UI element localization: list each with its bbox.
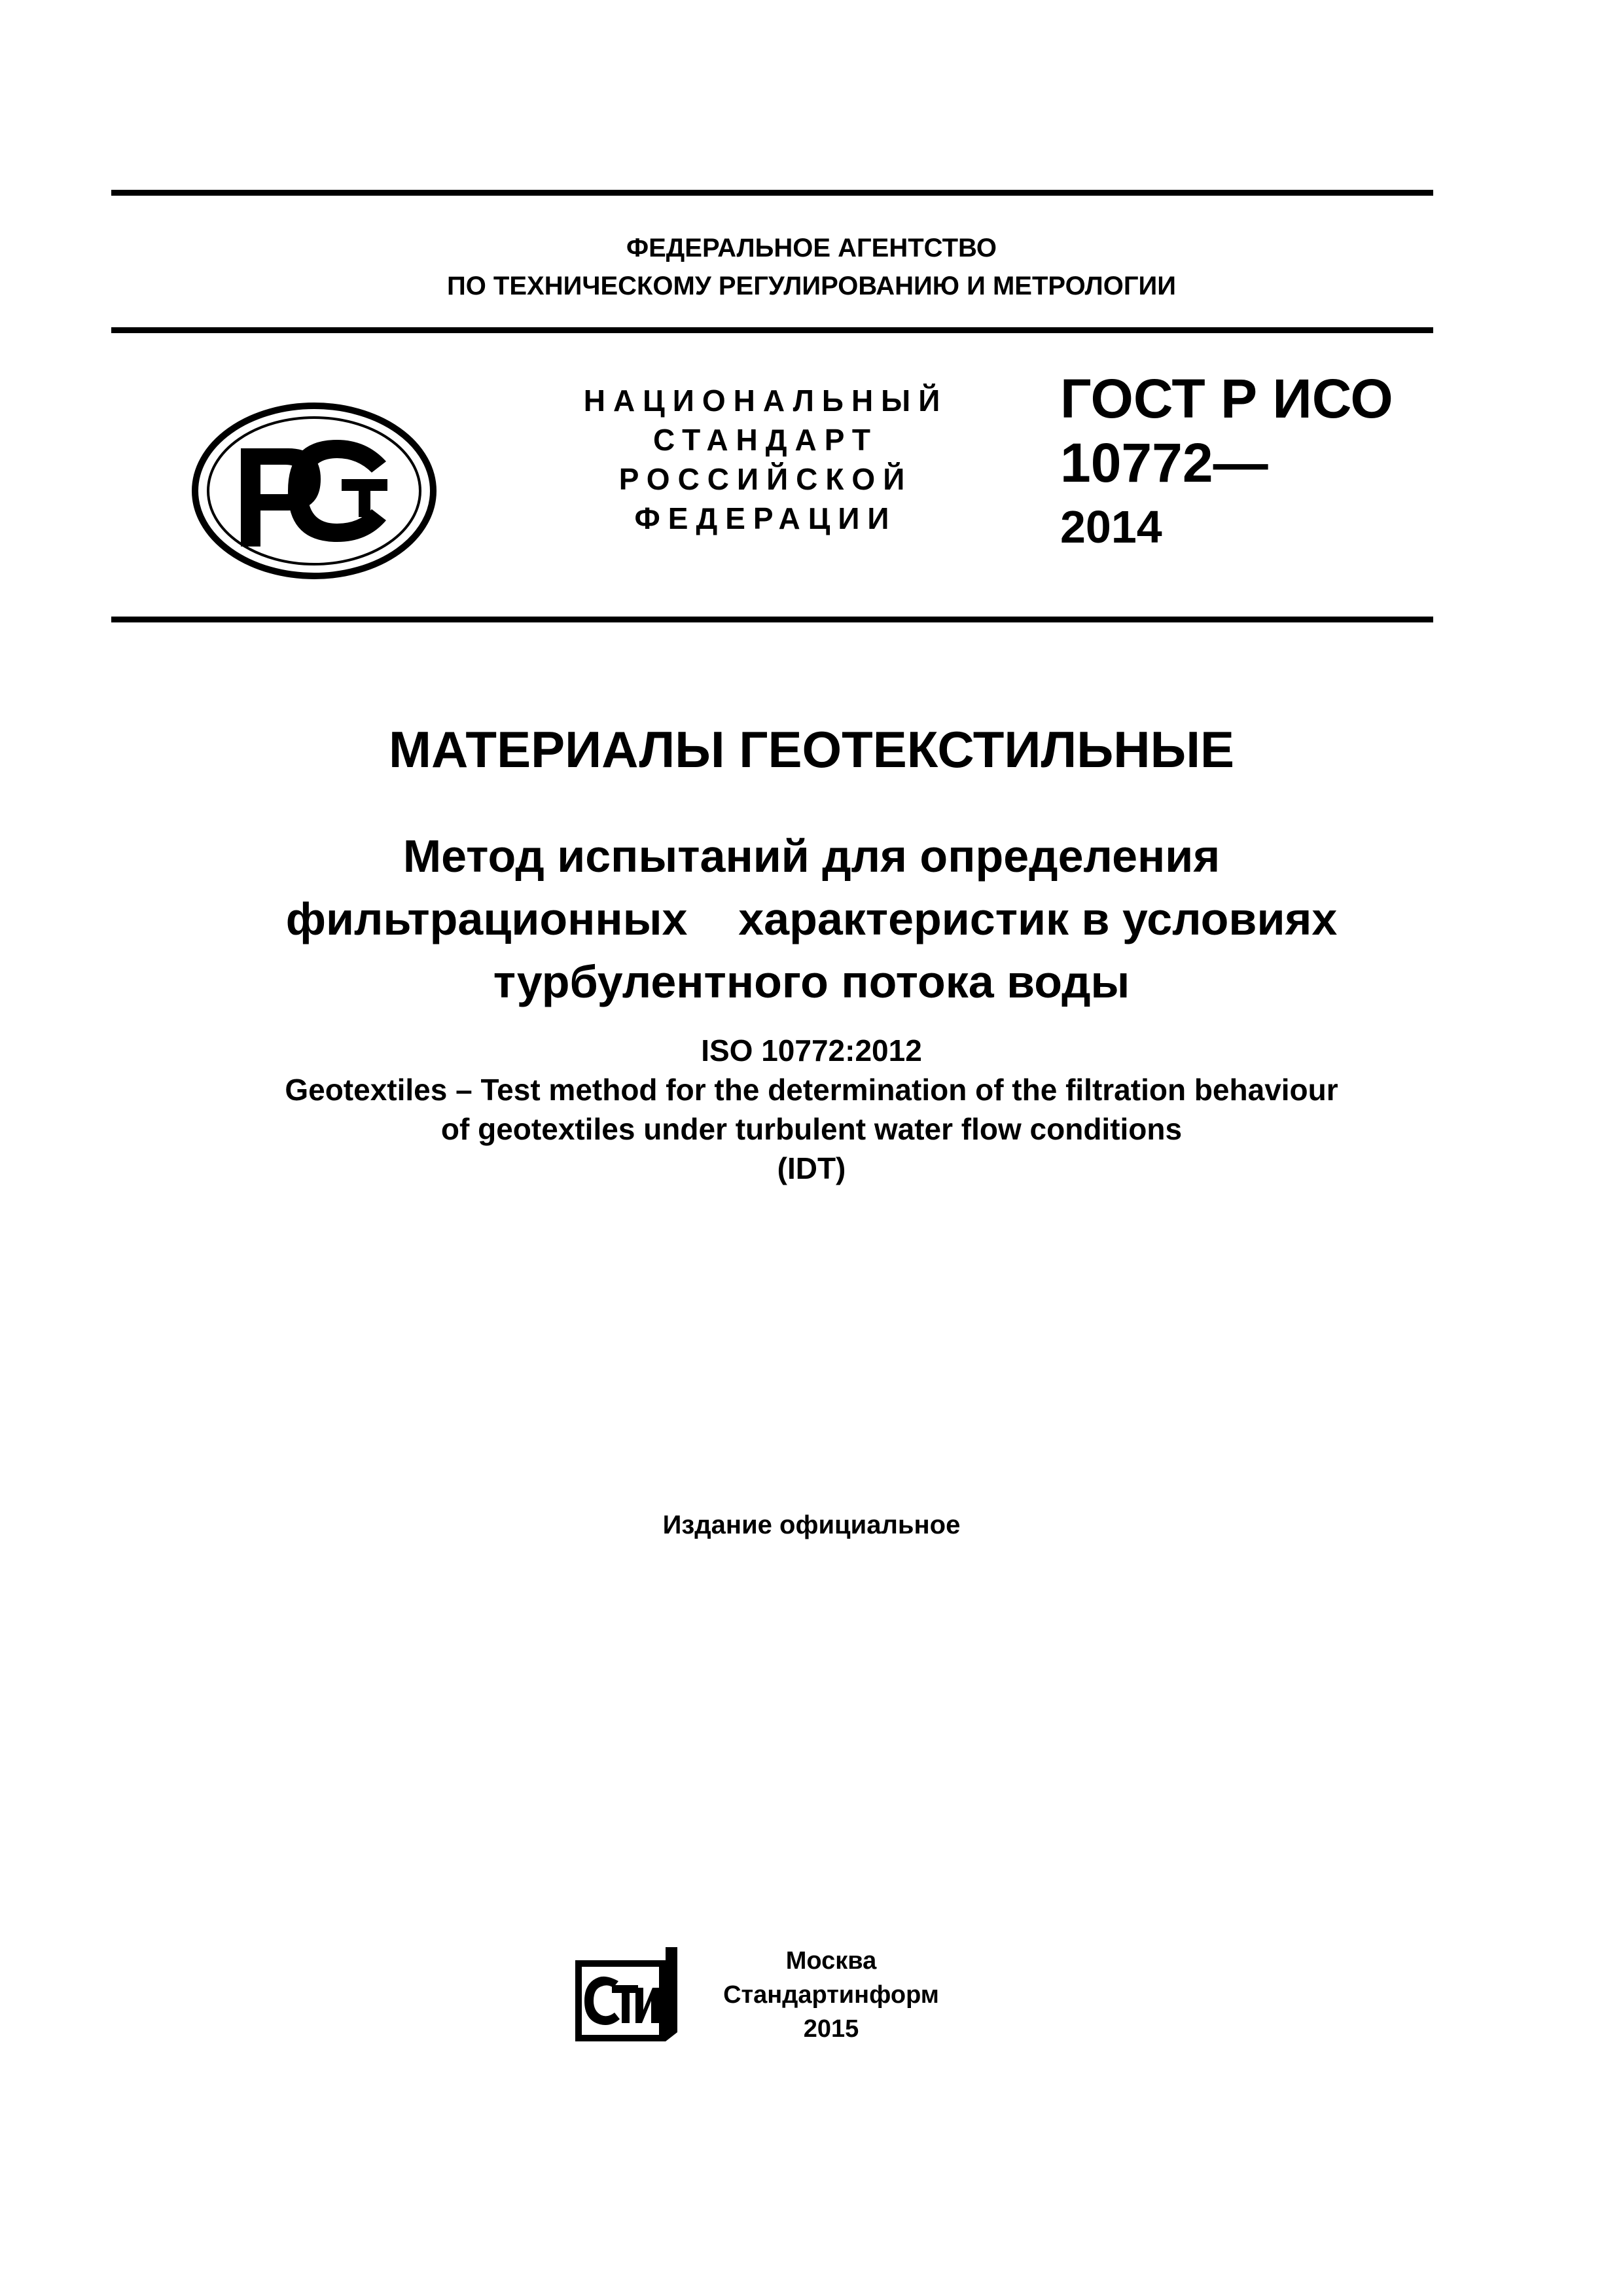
national-line-2: СТАНДАРТ xyxy=(653,423,878,457)
sti-logo xyxy=(573,1947,677,2045)
national-line-3: РОССИЙСКОЙ xyxy=(618,462,913,496)
national-line-4: ФЕДЕРАЦИИ xyxy=(634,501,897,535)
iso-degree: (IDT) xyxy=(777,1151,846,1185)
subtitle-line-2: фильтрационных характеристик в условиях xyxy=(285,893,1338,944)
standard-code xyxy=(1060,367,1393,559)
publisher-name: Стандартинформ xyxy=(723,1981,939,2009)
edition-label: Издание официальное xyxy=(662,1511,961,1539)
iso-title-line-2: of geotextiles under turbulent water flow conditions xyxy=(440,1112,1183,1146)
code-line-1: ГОСТ Р ИСО xyxy=(1060,368,1393,429)
publisher-block xyxy=(707,1944,955,2046)
subtitle-line-1: Метод испытаний для определения xyxy=(402,831,1221,882)
national-standard-label xyxy=(569,381,962,538)
rst-logo xyxy=(190,399,438,583)
iso-reference xyxy=(0,1031,1623,1188)
iso-number: ISO 10772:2012 xyxy=(701,1033,922,1067)
publisher-city: Москва xyxy=(785,1947,877,1975)
standard-rule xyxy=(111,617,1433,622)
document-subtitle xyxy=(0,825,1623,1013)
top-rule xyxy=(111,190,1433,196)
iso-title-line-1: Geotextiles – Test method for the determination of the filtration behaviour xyxy=(285,1073,1338,1107)
agency-rule xyxy=(111,327,1433,333)
agency-line-2: ПО ТЕХНИЧЕСКОМУ РЕГУЛИРОВАНИЮ И МЕТРОЛОГИИ xyxy=(446,272,1177,300)
national-line-1: НАЦИОНАЛЬНЫЙ xyxy=(583,384,948,418)
code-line-2: 10772— xyxy=(1060,432,1268,493)
subtitle-line-3: турбулентного потока воды xyxy=(493,956,1130,1007)
publisher-year: 2015 xyxy=(803,2015,859,2043)
document-title: МАТЕРИАЛЫ ГЕОТЕКСТИЛЬНЫЕ xyxy=(389,721,1234,778)
agency-line-1: ФЕДЕРАЛЬНОЕ АГЕНТСТВО xyxy=(626,234,997,262)
code-line-3: 2014 xyxy=(1060,501,1162,552)
agency-header xyxy=(0,229,1623,305)
